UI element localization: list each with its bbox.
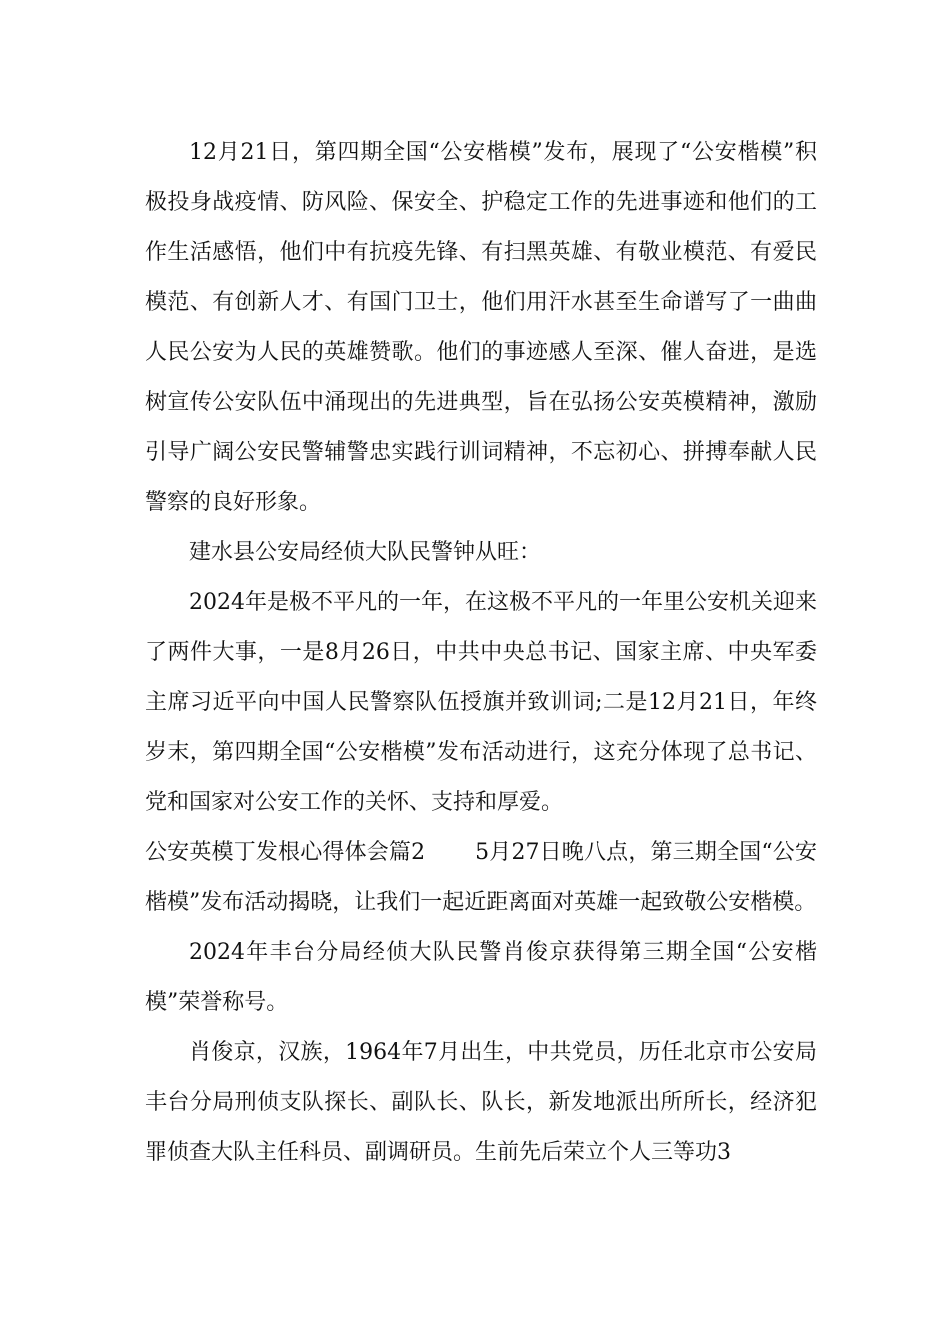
section-heading: 公安英模丁发根心得体会篇2 [145, 840, 426, 865]
paragraph-award: 2024年丰台分局经侦大队民警肖俊京获得第三期全国“公安楷模”荣誉称号。 [145, 940, 817, 1015]
paragraph-biography: 肖俊京，汉族，1964年7月出生，中共党员，历任北京市公安局丰台分局刑侦支队探长、副队长、队长，新发地派出所所长，经济犯罪侦查大队主任科员、副调研员。生前先后荣立个人三等功3 [145, 1040, 817, 1165]
paragraph-intro: 12月21日，第四期全国“公安楷模”发布，展现了“公安楷模”积极投身战疫情、防风险、保安全、护稳定工作的先进事迹和他们的工作生活感悟，他们中有抗疫先锋、有扫黑英雄、有敬业模范、有爱民模范、有创新人才、有国门卫士，他们用汗水甚至生命谱写了一曲曲人民公安为人民的英雄赞歌。他们的事迹感人至深、催人奋进，是选树宣传公安队伍中涌现出的先进典型，旨在弘扬公安英模精神，激励引导广阔公安民警辅警忠实践行训词精神，不忘初心、拼搏奉献人民警察的良好形象。 [145, 140, 817, 515]
document-body [145, 128, 817, 1178]
paragraph-speaker: 建水县公安局经侦大队民警钟从旺： [189, 540, 542, 565]
section-paragraph [145, 828, 817, 928]
section-first-text: 5月27日晚八点，第三期全国“公安楷模”发布活动揭晓，让我们一起近距离面对英雄一起致敬公安楷模。 [145, 840, 817, 915]
paragraph-2024: 2024年是极不平凡的一年，在这极不平凡的一年里公安机关迎来了两件大事，一是8月26日，中共中央总书记、国家主席、中央军委主席习近平向中国人民警察队伍授旗并致训词;二是12月21日，年终岁末，第四期全国“公安楷模”发布活动进行，这充分体现了总书记、党和国家对公安工作的关怀、支持和厚爱。 [145, 590, 817, 815]
